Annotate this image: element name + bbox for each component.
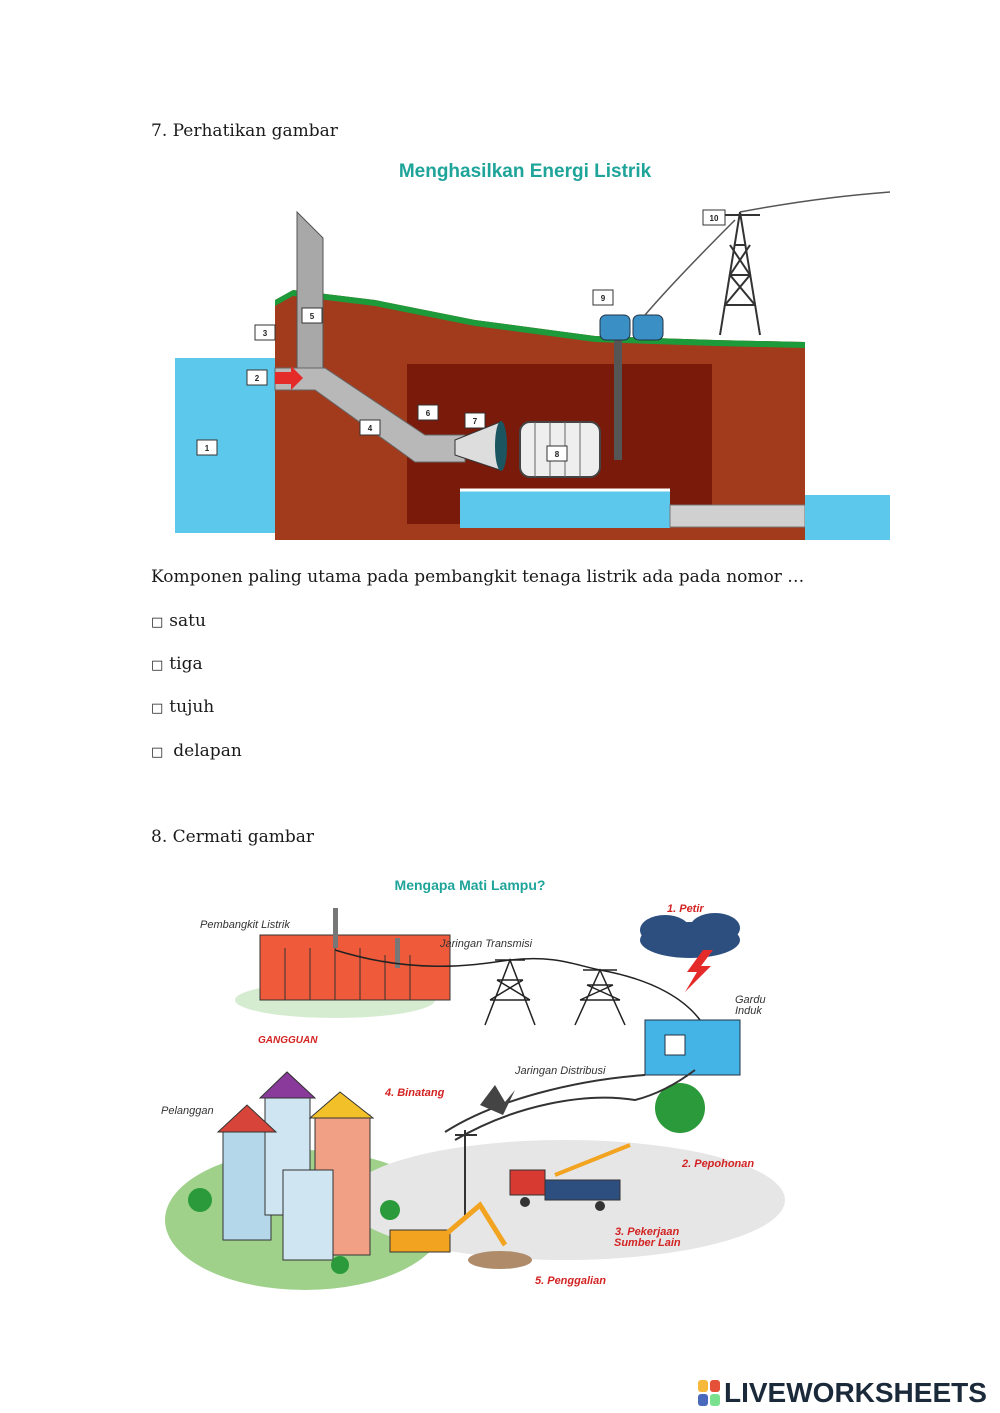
option-label: delapan (173, 741, 242, 761)
label-penggalian: 5. Penggalian (535, 1275, 606, 1287)
label-transmisi: Jaringan Transmisi (440, 938, 533, 950)
label-gardu: Gardu (735, 994, 766, 1006)
svg-text:7: 7 (472, 417, 478, 426)
svg-text:4: 4 (367, 424, 373, 433)
svg-text:6: 6 (425, 409, 431, 418)
power-outage-diagram (155, 870, 790, 1295)
label-6 (418, 405, 438, 420)
label-2 (247, 370, 267, 385)
transmission-tower (720, 212, 760, 335)
storm-cloud (640, 913, 740, 958)
label-pembangkit: Pembangkit Listrik (200, 919, 290, 931)
substation (645, 1020, 740, 1075)
label-pekerjaan: 3. Pekerjaan (615, 1226, 680, 1238)
svg-text:3: 3 (262, 329, 268, 338)
tailrace-water (460, 490, 670, 528)
label-gangguan: GANGGUAN (258, 1035, 318, 1046)
label-4 (360, 420, 380, 435)
checkbox[interactable]: □ (151, 745, 164, 760)
diagram-title: Mengapa Mati Lampu? (394, 877, 546, 893)
label-pepohonan: 2. Pepohonan (682, 1158, 755, 1170)
checkbox[interactable]: □ (151, 658, 164, 673)
city-buildings (218, 1072, 373, 1260)
svg-text:8: 8 (554, 450, 560, 459)
svg-text:2: 2 (254, 374, 260, 383)
label-8 (547, 446, 567, 461)
label-petir: 1. Petir (667, 903, 704, 915)
label-5 (302, 308, 322, 323)
diagram-title: Menghasilkan Energi Listrik (398, 161, 652, 182)
option-satu[interactable] (151, 611, 206, 631)
option-tujuh[interactable] (151, 697, 214, 717)
label-sumber: Sumber Lain (614, 1237, 681, 1249)
option-delapan[interactable] (151, 741, 242, 761)
question-7-prompt: 7. Perhatikan gambar (151, 121, 338, 141)
svg-text:10: 10 (709, 214, 719, 223)
label-induk: Induk (735, 1005, 762, 1017)
label-3 (255, 325, 275, 340)
question-7-text: Komponen paling utama pada pembangkit tenaga listrik ada pada nomor … (151, 567, 805, 587)
transformers (600, 315, 663, 340)
label-distribusi: Jaringan Distribusi (515, 1065, 606, 1077)
question-8-prompt: 8. Cermati gambar (151, 827, 315, 847)
option-label: satu (169, 611, 206, 631)
svg-text:9: 9 (600, 294, 606, 303)
option-label: tujuh (169, 697, 215, 717)
outflow-water (805, 495, 890, 540)
transmission-tower-1 (485, 960, 535, 1025)
checkbox[interactable]: □ (151, 615, 164, 630)
transmission-tower-2 (575, 970, 625, 1025)
option-label: tiga (169, 654, 203, 674)
checkbox[interactable]: □ (151, 701, 164, 716)
svg-text:5: 5 (309, 312, 315, 321)
surge-tower (297, 212, 323, 370)
option-tiga[interactable] (151, 654, 203, 674)
brand-name: LIVEWORKSHEETS (724, 1377, 987, 1408)
liveworksheets-logo[interactable] (698, 1378, 987, 1408)
power-plant-diagram (175, 150, 890, 542)
label-binatang: 4. Binatang (385, 1087, 445, 1099)
label-pelanggan: Pelanggan (161, 1105, 214, 1117)
label-1 (197, 440, 217, 455)
label-9 (593, 290, 613, 305)
label-10 (703, 210, 725, 225)
svg-text:1: 1 (204, 444, 210, 453)
label-7 (465, 413, 485, 428)
logo-icon (698, 1380, 720, 1406)
